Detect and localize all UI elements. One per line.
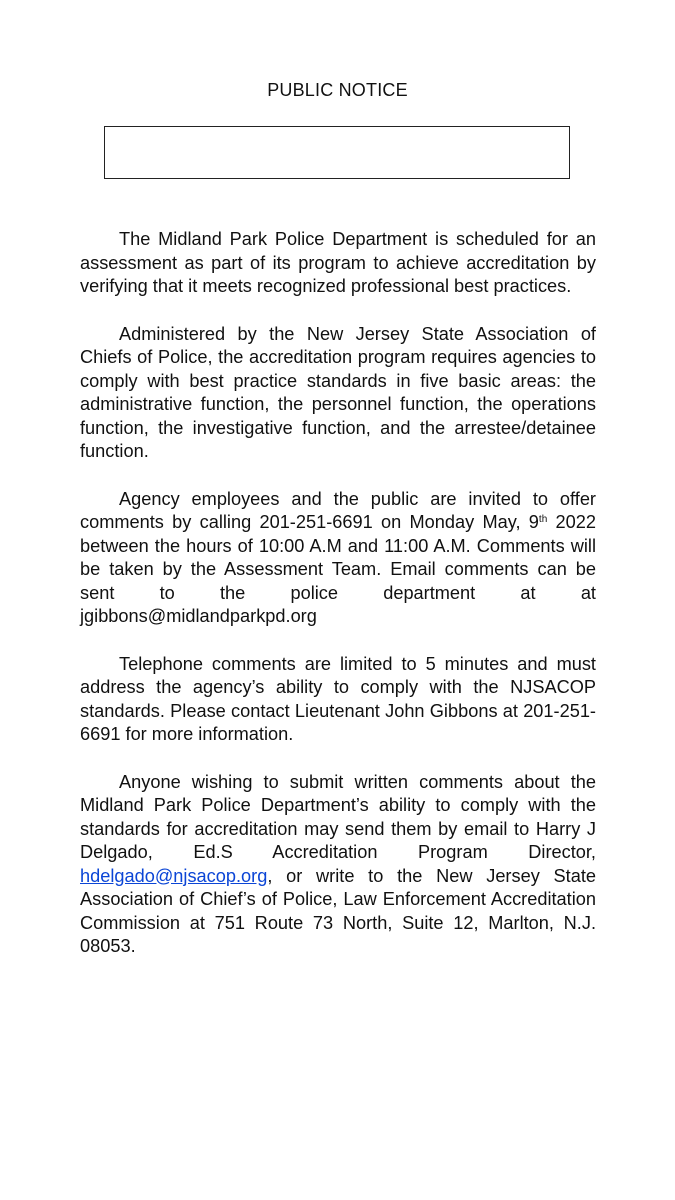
blank-box	[104, 126, 570, 179]
paragraph-program: Administered by the New Jersey State Association of Chiefs of Police, the accreditation program requires agencies to comply with best practice standards in five basic areas: the administrative function, the personnel function, the operations function, the investigative function, and the arrestee/detainee function.	[80, 323, 596, 461]
paragraph-written-comments	[80, 771, 596, 959]
date-ordinal-suffix: th	[538, 514, 548, 525]
notice-title: PUBLIC NOTICE	[267, 80, 408, 100]
written-comments-text-end: , or write to the New Jersey State Association of Chief’s of Police, Law Enforcement Accreditation Commission at 751 Route 73 North, Suite 12, Marlton, N.J. 08053.	[80, 865, 596, 956]
notice-body	[80, 228, 596, 983]
comments-text-end: 2022 between the hours of 10:00 A.M and 11:00 A.M. Comments will be taken by the Assessment Team. Email comments can be sent to the police department at at jgibbons@midlandparkpd.org	[80, 512, 596, 626]
comments-text-start: Agency employees and the public are invited to offer comments by calling 201-251-6691 on Monday May, 9	[80, 488, 596, 532]
email-link-hdelgado[interactable]: hdelgado@njsacop.org	[80, 865, 268, 886]
written-comments-text-start: Anyone wishing to submit written comments about the Midland Park Police Department’s ability to comply with the standards for accreditation may send them by email to Harry J Delgado, Ed.S Accreditation Program Director,	[80, 771, 596, 862]
paragraph-assessment: The Midland Park Police Department is scheduled for an assessment as part of its program to achieve accreditation by verifying that it meets recognized professional best practices.	[80, 229, 596, 296]
paragraph-comments	[80, 488, 596, 629]
paragraph-telephone: Telephone comments are limited to 5 minutes and must address the agency’s ability to comply with the NJSACOP standards. Please contact Lieutenant John Gibbons at 201-251-6691 for more information.	[80, 653, 596, 744]
